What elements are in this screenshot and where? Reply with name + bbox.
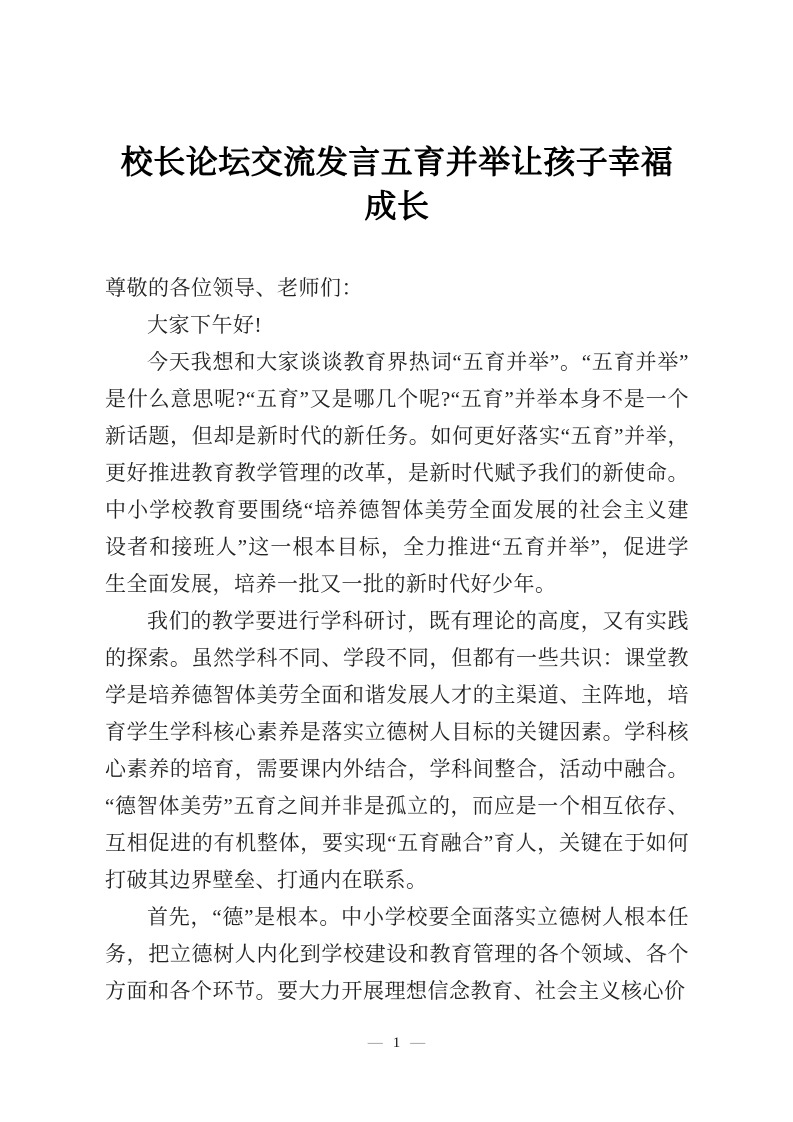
paragraph-body-2: 我们的教学要进行学科研讨，既有理论的高度，又有实践的探索。虽然学科不同、学段不同，但都有一些共识：课堂教学是培养德智体美劳全面和谐发展人才的主渠道、主阵地，培育学生学科核心素养是落实立德树人目标的关键因素。学科核心素养的培育，需要课内外结合，学科间整合，活动中融合。“德智体美劳”五育之间并非是孤立的，而应是一个相互依存、互相促进的有机整体，要实现“五育融合”育人，关键在于如何打破其边界壁垒、打通内在联系。: [105, 609, 689, 892]
paragraph-salutation: 尊敬的各位领导、老师们：: [105, 276, 363, 300]
document-body: [105, 140, 689, 1010]
footer-dash-left: —: [367, 1035, 383, 1051]
page-number: 1: [392, 1035, 401, 1051]
page-number-footer: [0, 1032, 793, 1054]
page-title: 校长论坛交流发言五育并举让孩子幸福成长: [120, 144, 674, 224]
paragraph-body-1: 今天我想和大家谈谈教育界热词“五育并举”。“五育并举”是什么意思呢?“五育”又是哪几个呢?“五育”并举本身不是一个新话题，但却是新时代的新任务。如何更好落实“五育”并举，更好推进教育教学管理的改革，是新时代赋予我们的新使命。中小学校教育要围绕“培养德智体美劳全面发展的社会主义建设者和接班人”这一根本目标，全力推进“五育并举”，促进学生全面发展，培养一批又一批的新时代好少年。: [105, 350, 689, 596]
footer-dash-right: —: [410, 1035, 426, 1051]
paragraph-greeting: 大家下午好!: [147, 313, 262, 337]
paragraph-body-3: 首先，“德”是根本。中小学校要全面落实立德树人根本任务，把立德树人内化到学校建设和教育管理的各个领域、各个方面和各个环节。要大力开展理想信念教育、社会主义核心价: [105, 905, 689, 1003]
